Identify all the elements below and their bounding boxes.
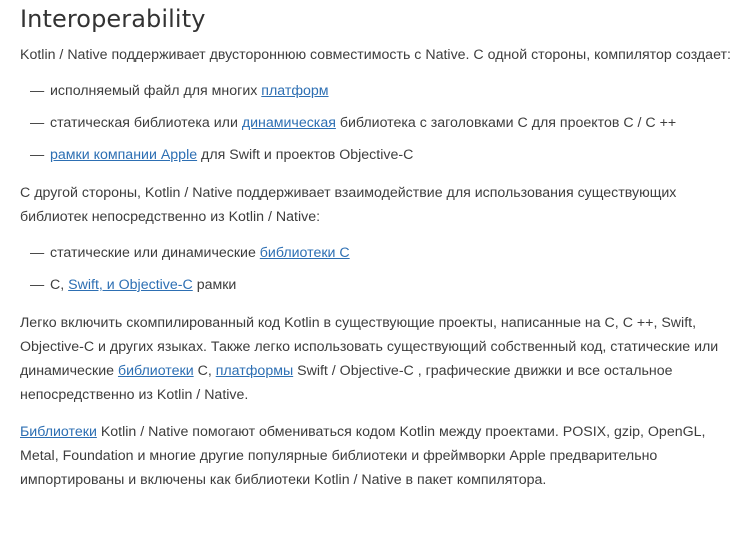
list-dash: — [30,245,45,261]
list-dash: — [30,83,45,99]
interop-list [20,241,738,297]
platforms-link[interactable]: платформ [261,83,329,99]
list-dash: — [30,115,45,131]
list-dash: — [30,147,45,163]
paragraph-text: Легко включить скомпилированный код Kotlin в существующие проекты, написанные на C, C ++, Swift, Objective-C и других языках. Также легко использовать существующий собственный код, статические или динамические [20,315,719,379]
list-item-text: библиотека с заголовками C для проектов C / C ++ [335,115,677,131]
list-item [20,273,738,297]
dynamic-library-link[interactable]: динамическая [241,115,336,131]
interop-paragraph: С другой стороны, Kotlin / Native поддерживает взаимодействие для использования существующих библиотек непосредственно из Kotlin / Native: [20,185,677,225]
list-item-text: статическая библиотека или [50,115,242,131]
list-item [20,143,738,167]
list-item-text: исполняемый файл для многих [50,83,262,99]
list-dash: — [30,277,45,293]
list-item [20,111,738,135]
compiler-output-list [20,79,738,167]
paragraph-text: Kotlin / Native помогают обмениваться кодом Kotlin между проектами. POSIX, gzip, OpenGL, Metal, Foundation и многие другие популярные библиотеки и фреймворки Apple предварительно импортированы и включены как библиотеки Kotlin / Native в пакет компилятора. [20,424,706,488]
c-libraries-link[interactable]: библиотеки C [259,245,350,261]
list-item-text: рамки [192,277,237,293]
list-item [20,241,738,265]
frameworks-link[interactable]: платформы [215,363,294,379]
kotlin-native-libraries-link[interactable]: Библиотеки [20,424,97,440]
paragraph-text: Swift / Objective-C , графические движки и все остальное непосредственно из Kotlin / Native. [20,363,673,403]
list-item-text: C, [50,277,69,293]
section-heading: Interoperability [20,5,206,33]
list-item-text: для Swift и проектов Objective-C [197,147,414,163]
list-item [20,79,738,103]
apple-frameworks-link[interactable]: рамки компании Apple [50,147,198,163]
integration-paragraph [20,311,738,407]
intro-paragraph: Kotlin / Native поддерживает двустороннюю совместимость с Native. С одной стороны, компилятор создает: [20,47,731,63]
paragraph-text: C, [193,363,216,379]
list-item-text: статические или динамические [50,245,260,261]
swift-objc-link[interactable]: Swift, и Objective-C [68,277,193,293]
libraries-link[interactable]: библиотеки [117,363,194,379]
libraries-paragraph [20,420,738,492]
article [20,0,738,492]
